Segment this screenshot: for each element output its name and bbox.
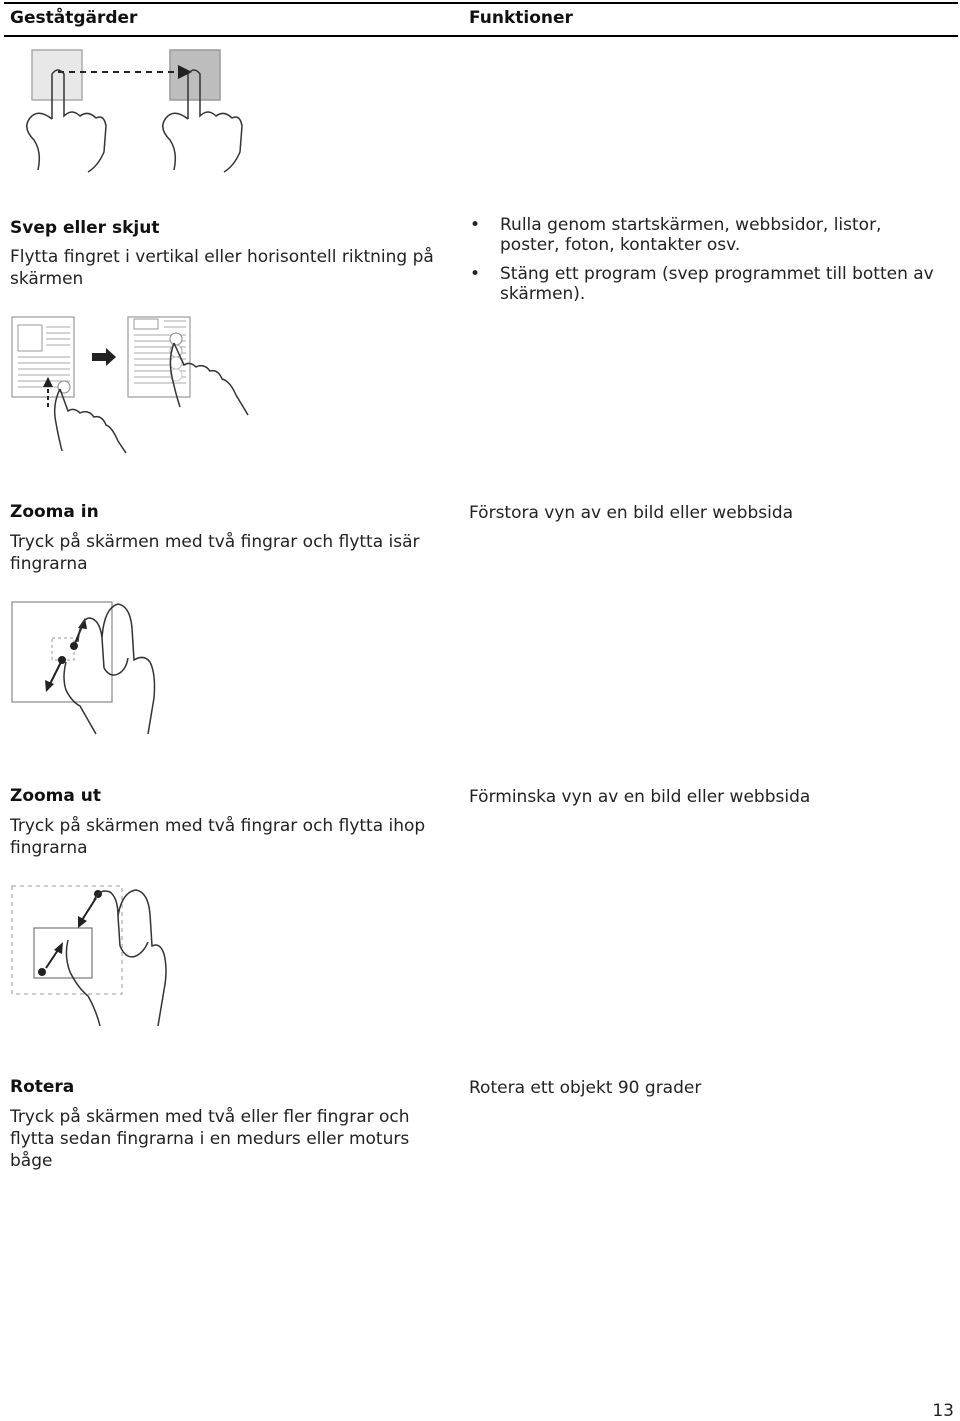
row-function-zoom-in: Förstora vyn av en bild eller webbsida: [469, 503, 794, 523]
table-header-rule: [4, 35, 958, 37]
bullet-icon: •: [470, 264, 481, 284]
table-top-rule: [4, 2, 958, 4]
bullet-icon: •: [470, 215, 481, 235]
page-number: 13: [932, 1401, 954, 1421]
row-description-rotate: Tryck på skärmen med två eller fler fingrar och flytta sedan fingrarna i en medurs eller moturs båge: [10, 1107, 410, 1171]
scroll-gesture-icon: [8, 315, 258, 455]
column-header-actions: Geståtgärder: [10, 8, 138, 28]
row-title-zoom-in: Zooma in: [10, 502, 99, 522]
swipe-gesture-icon: [8, 44, 248, 174]
row-title-rotate: Rotera: [10, 1077, 75, 1097]
row-description-zoom-in: Tryck på skärmen med två fingrar och flytta isär fingrarna: [10, 532, 420, 574]
row-title-swipe: Svep eller skjut: [10, 218, 160, 238]
row-description-zoom-out: Tryck på skärmen med två fingrar och flytta ihop fingrarna: [10, 816, 426, 858]
zoom-out-gesture-icon: [8, 880, 168, 1028]
row-function-zoom-out: Förminska vyn av en bild eller webbsida: [469, 787, 811, 807]
function-list-swipe: [466, 215, 936, 313]
row-title-zoom-out: Zooma ut: [10, 786, 102, 806]
zoom-in-gesture-icon: [8, 598, 168, 738]
column-header-functions: Funktioner: [469, 8, 573, 28]
row-description-swipe: Flytta fingret i vertikal eller horisontell riktning på skärmen: [10, 247, 434, 289]
list-item: • Rulla genom startskärmen, webbsidor, listor, poster, foton, kontakter osv.: [470, 215, 882, 255]
row-function-rotate: Rotera ett objekt 90 grader: [469, 1078, 702, 1098]
list-item: • Stäng ett program (svep programmet till botten av skärmen).: [470, 264, 934, 304]
